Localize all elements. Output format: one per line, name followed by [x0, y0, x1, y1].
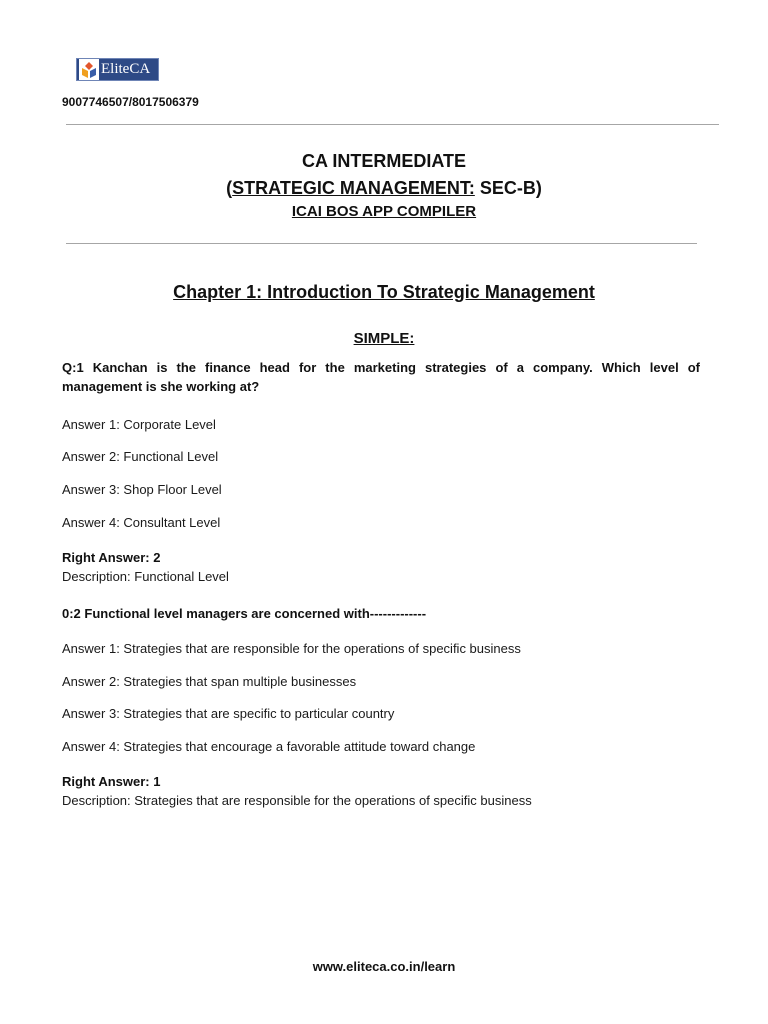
question-2-description: Description: Strategies that are responsible for the operations of specific business [62, 793, 532, 808]
logo-text: EliteCA [101, 61, 151, 77]
question-1-answer-4: Answer 4: Consultant Level [62, 515, 221, 530]
question-2-answer-3: Answer 3: Strategies that are specific to particular country [62, 706, 395, 721]
question-1-right-answer: Right Answer: 2 [62, 550, 161, 565]
header-divider [66, 124, 719, 125]
question-2-right-answer: Right Answer: 1 [62, 774, 161, 789]
title-divider [66, 243, 697, 244]
question-2: 0:2 Functional level managers are concerned with------------- [62, 606, 427, 621]
question-1: Q:1 Kanchan is the finance head for the marketing strategies of a company. Which level of management is she working at? [62, 360, 700, 394]
subject-name: STRATEGIC MANAGEMENT: [232, 178, 475, 198]
chapter-heading: Chapter 1: Introduction To Strategic Management [173, 282, 595, 302]
subject-title [0, 177, 768, 199]
logo-mark-icon [79, 59, 99, 80]
compiler-title: ICAI BOS APP COMPILER [291, 203, 477, 220]
question-2-answer-2: Answer 2: Strategies that span multiple businesses [62, 674, 357, 689]
course-title: CA INTERMEDIATE [302, 151, 466, 171]
question-2-answer-1: Answer 1: Strategies that are responsible for the operations of specific business [62, 641, 521, 656]
footer-url: www.eliteca.co.in/learn [312, 959, 456, 974]
eliteca-logo [76, 58, 159, 81]
subject-open-paren: ( [226, 178, 233, 198]
phone-numbers: 9007746507/8017506379 [62, 95, 199, 109]
question-1-answer-2: Answer 2: Functional Level [62, 449, 219, 464]
question-1-description: Description: Functional Level [62, 569, 229, 584]
subject-section: SEC-B) [474, 178, 542, 198]
question-2-answer-4: Answer 4: Strategies that encourage a favorable attitude toward change [62, 739, 476, 754]
question-1-answer-1: Answer 1: Corporate Level [62, 417, 216, 432]
section-heading: SIMPLE: [353, 330, 415, 347]
question-1-answer-3: Answer 3: Shop Floor Level [62, 482, 222, 497]
